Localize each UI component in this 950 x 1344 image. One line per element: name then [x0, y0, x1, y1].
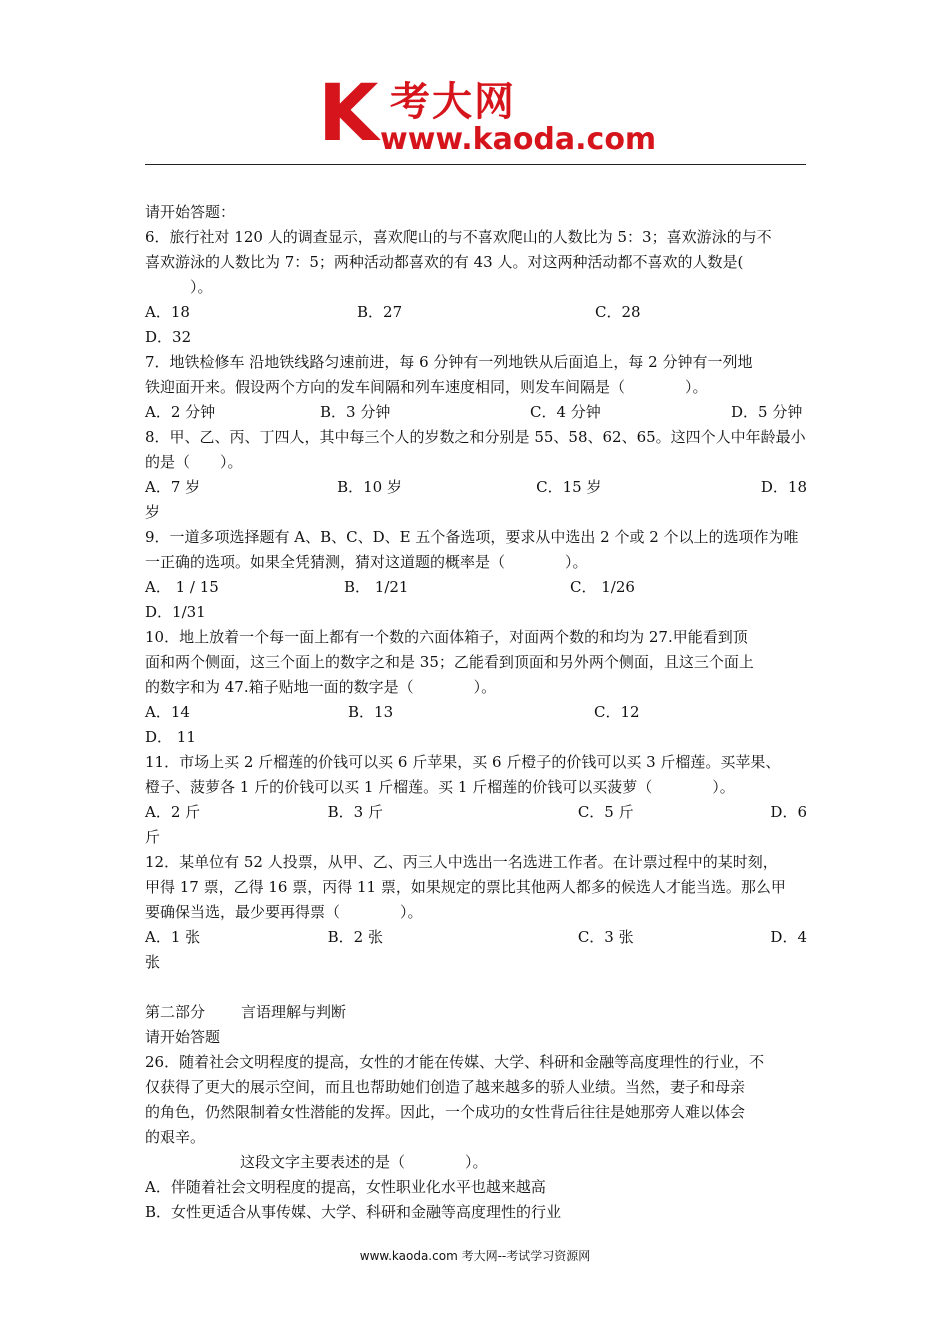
page-footer[interactable]: www.kaoda.com 考大网--考试学习资源网	[359, 1249, 591, 1263]
option-d: D． 11	[145, 728, 196, 746]
question-26-line-1: 26．随着社会文明程度的提高，女性的才能在传媒、大学、科研和金融等高度理性的行业，不	[145, 1053, 765, 1071]
question-8-line-2: 的是（ ）。	[145, 453, 243, 471]
question-8-line-1: 8．甲、乙、丙、丁四人，其中每三个人的岁数之和分别是 55、58、62、65。这四个人中年龄最小	[145, 428, 806, 446]
question-26-line-4: 的艰辛。	[145, 1128, 206, 1146]
question-9-line-2: 一正确的选项。如果全凭猜测，猜对这道题的概率是（ ）。	[145, 553, 588, 571]
section-intro: 请开始答题：	[145, 203, 236, 221]
option-c: C．15 岁	[536, 478, 602, 496]
question-10-line-1: 10．地上放着一个每一面上都有一个数的六面体箱子，对面两个数的和均为 27.甲能看到顶	[145, 628, 748, 646]
part-2-heading	[145, 1000, 807, 1025]
question-7-line-1: 7．地铁检修车 沿地铁线路匀速前进，每 6 分钟有一列地铁从后面追上，每 2 分钟有一列地	[145, 353, 753, 371]
option-a: A． 1 / 15	[145, 578, 219, 596]
question-26-prompt: 这段文字主要表述的是（ ）。	[240, 1153, 488, 1171]
option-c: C．3 张	[577, 928, 634, 946]
option-a: A．伴随着社会文明程度的提高，女性职业化水平也越来越高	[145, 1178, 546, 1196]
document-body	[145, 200, 807, 1225]
option-b: B．13	[348, 703, 394, 721]
kaoda-logo[interactable]	[318, 69, 657, 159]
question-10-line-2: 面和两个侧面，这三个面上的数字之和是 35；乙能看到顶面和另外两个侧面，且这三个面上	[145, 653, 754, 671]
page-header	[0, 0, 950, 170]
part-2-subtitle: 言语理解与判断	[241, 1003, 347, 1021]
question-10-line-3: 的数字和为 47.箱子贴地一面的数字是（ ）。	[145, 678, 497, 696]
logo-k-mark: K	[318, 69, 377, 159]
option-a: A．2 斤	[145, 803, 201, 821]
question-6-line-2: 喜欢游泳的人数比为 7：5；两种活动都喜欢的有 43 人。对这两种活动都不喜欢的人数是(	[145, 253, 744, 271]
option-c: C．28	[595, 303, 641, 321]
part-2-title: 第二部分	[145, 1003, 206, 1021]
option-d: D．4	[770, 928, 807, 946]
question-12-options	[145, 925, 807, 950]
question-7-line-2: 铁迎面开来。假设两个方向的发车间隔和列车速度相同，则发车间隔是（ ）。	[145, 378, 708, 396]
option-d: D．6	[770, 803, 807, 821]
option-a: A．7 岁	[145, 478, 201, 496]
question-9-line-1: 9．一道多项选择题有 A、B、C、D、E 五个备选项，要求从中选出 2 个或 2 个以上的选项作为唯	[145, 528, 799, 546]
option-c: C．4 分钟	[530, 403, 601, 421]
option-a: A．1 张	[145, 928, 201, 946]
logo-chinese-name: 考大网	[390, 79, 516, 125]
question-26-line-2: 仅获得了更大的展示空间，而且也帮助她们创造了越来越多的骄人业绩。当然，妻子和母亲	[145, 1078, 746, 1096]
section-intro: 请开始答题	[145, 1028, 221, 1046]
question-7-options	[145, 400, 807, 425]
option-c: C．5 斤	[577, 803, 634, 821]
option-d: D．1/31	[145, 603, 206, 621]
question-11-line-2: 橙子、菠萝各 1 斤的价钱可以买 1 斤榴莲。买 1 斤榴莲的价钱可以买菠萝（ ）。	[145, 778, 735, 796]
option-c: C．12	[594, 703, 640, 721]
question-12-line-3: 要确保当选，最少要再得票（ ）。	[145, 903, 423, 921]
question-10-options	[145, 700, 807, 725]
question-6-options	[145, 300, 807, 325]
question-26-line-3: 的角色，仍然限制着女性潜能的发挥。因此，一个成功的女性背后往往是她那旁人难以体会	[145, 1103, 746, 1121]
option-b: B．女性更适合从事传媒、大学、科研和金融等高度理性的行业	[145, 1203, 562, 1221]
logo-url: www.kaoda.com	[380, 122, 657, 157]
question-11-options	[145, 800, 807, 825]
option-c: C． 1/26	[570, 578, 635, 596]
header-divider	[145, 164, 806, 165]
option-d: D．32	[145, 328, 192, 346]
question-8-options	[145, 475, 807, 500]
option-d-continuation: 岁	[145, 503, 161, 521]
question-6-line-3: ）。	[190, 278, 213, 296]
option-a: A．18	[145, 303, 190, 321]
option-b: B．27	[357, 303, 403, 321]
option-d-continuation: 斤	[145, 828, 161, 846]
question-12-line-1: 12．某单位有 52 人投票，从甲、乙、丙三人中选出一名选进工作者。在计票过程中的某时刻，	[145, 853, 778, 871]
option-b: B．2 张	[327, 928, 383, 946]
question-12-line-2: 甲得 17 票，乙得 16 票，丙得 11 票，如果规定的票比其他两人都多的候选人才能当选。那么甲	[145, 878, 786, 896]
question-11-line-1: 11．市场上买 2 斤榴莲的价钱可以买 6 斤苹果，买 6 斤橙子的价钱可以买 3 斤榴莲。买苹果、	[145, 753, 781, 771]
option-a: A．2 分钟	[145, 403, 216, 421]
option-b: B．10 岁	[337, 478, 402, 496]
option-b: B．3 分钟	[320, 403, 391, 421]
option-d: D．18	[760, 478, 807, 496]
option-b: B． 1/21	[344, 578, 409, 596]
option-d: D．5 分钟	[731, 403, 803, 421]
option-b: B．3 斤	[327, 803, 383, 821]
question-9-options	[145, 575, 807, 600]
question-6-line-1: 6．旅行社对 120 人的调查显示，喜欢爬山的与不喜欢爬山的人数比为 5：3；喜欢游泳的与不	[145, 228, 772, 246]
section-gap	[145, 975, 807, 1000]
option-a: A．14	[145, 703, 190, 721]
option-d-continuation: 张	[145, 953, 161, 971]
